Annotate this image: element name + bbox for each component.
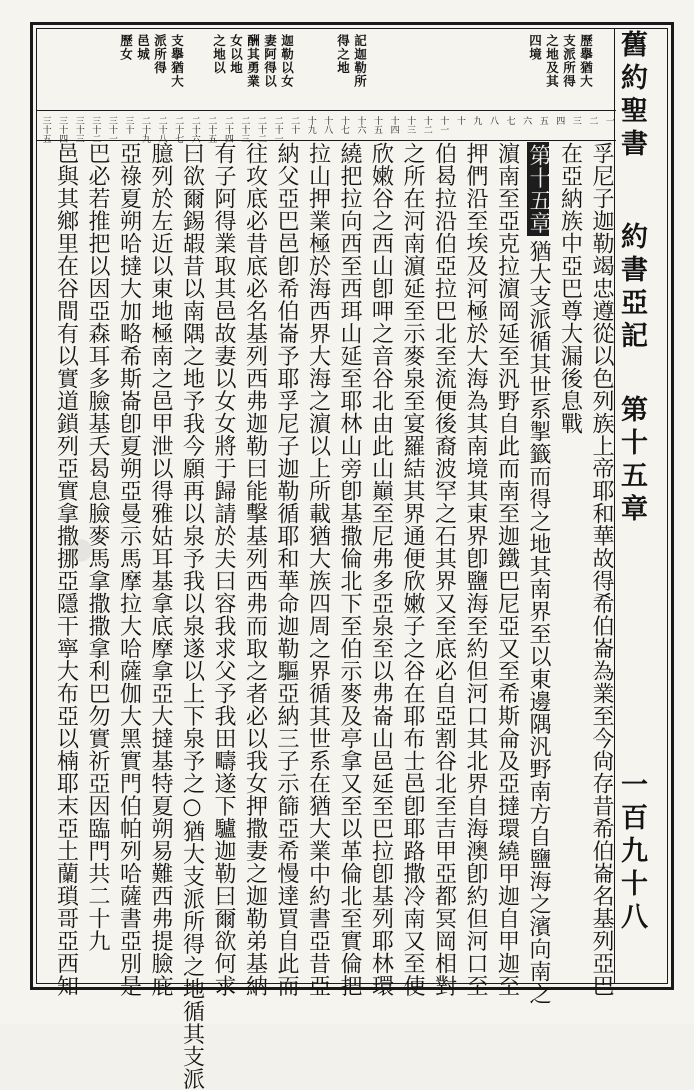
verse-number: 三十 xyxy=(123,116,134,134)
verse-number: 十九 xyxy=(305,116,316,134)
verse-number: 二十二 xyxy=(256,116,266,143)
verse-number: 三十二 xyxy=(90,116,101,143)
verse-number: 十三 xyxy=(405,116,416,134)
verse-number: 六 xyxy=(521,116,532,125)
verse-number: 二十一 xyxy=(272,116,283,143)
page-number: 一百九十八 xyxy=(616,770,647,935)
marginal-note-line: 記迦勒所 xyxy=(352,34,368,88)
text-column: 孚尼子迦勒竭忠遵從以色列族上帝耶和華故得希伯崙為業至今尙存昔希伯崙名基列亞巴 xyxy=(589,142,614,997)
marginal-note-line: 之地以 xyxy=(211,34,227,75)
text-column: 繞把拉向西至西珥山延至耶林山旁卽基撒倫北下至伯示麥及亭拿又至以革倫北至實倫把 xyxy=(337,142,362,997)
marginal-note-line: 派所得 xyxy=(152,34,168,75)
verse-number: 三十三 xyxy=(73,116,84,143)
verse-number: 十四 xyxy=(388,116,399,134)
chapter-number: 第十五章 xyxy=(616,395,647,527)
watermark: · xyxy=(29,478,133,623)
text-column: 邑與其鄉里在谷間有以實道鎖列亞實拿撒挪亞隱干寧大布亞以楠耶末亞土蘭瑣哥亞西知 xyxy=(53,142,79,997)
text-column: 拉山押業極於海西界大海之濵以上所載猶大族四周之界循其世系在猶大業中約書亞昔亞 xyxy=(305,142,331,997)
verse-number: 二十六 xyxy=(189,116,200,143)
verse-number: 十五 xyxy=(372,116,382,134)
verse-number: 二十三 xyxy=(239,116,250,143)
verse-number-band xyxy=(36,114,616,143)
marginal-note-line: 支擧猶大 xyxy=(169,34,185,88)
verse-number: 五 xyxy=(537,116,548,125)
running-title: 舊約聖書 xyxy=(616,30,647,162)
header-divider xyxy=(614,28,615,984)
verse-number: 七 xyxy=(504,116,515,125)
marginal-note-line: 得之地 xyxy=(335,34,351,75)
verse-number: 二十九 xyxy=(140,116,150,143)
verse-number: 二十四 xyxy=(222,116,233,143)
text-column: 有子阿得業取其邑故妻以女女將于歸請於夫曰容我求父予我田疇遂下驢迦勒曰爾欲何求 xyxy=(211,142,236,997)
marginal-notes-divider xyxy=(36,110,616,111)
marginal-note-group-2 xyxy=(320,34,420,106)
verse-number: 三十一 xyxy=(106,116,117,143)
text-column: 第十五章猶大支派循其世系掣籤而得之地其南界至以東邊隅汎野南方自鹽海之濱向南之 xyxy=(526,144,551,1005)
marginal-note-line: 酬其勇業 xyxy=(245,34,261,88)
text-column: 押們沿至埃及河極於大海為其南境其東界卽鹽海至約但河口其北界自海澳卽約但河口至 xyxy=(463,142,488,997)
verse-number: 二十五 xyxy=(206,116,217,143)
verse-number: 二十 xyxy=(289,116,300,134)
marginal-note-line: 女以地 xyxy=(228,34,244,75)
verse-number: 三 xyxy=(570,116,581,125)
verse-number: 八 xyxy=(488,116,498,125)
text-column: 亞祿夏朔哈撻大加略希斯崙卽夏朔亞曼示馬摩拉大哈薩伽大黑實門伯帕列哈薩書亞別是 xyxy=(116,142,142,997)
verse-number: 九 xyxy=(471,116,482,125)
verse-number: 二十七 xyxy=(173,116,184,143)
text-column: 欣嫩谷之西山卽呷之音谷北由此山巔至尼弗多亞泉至以弗崙山邑延至巴拉卽基列耶林環 xyxy=(368,142,394,997)
verse-number: 十六 xyxy=(355,116,366,134)
marginal-note-line: 歷女 xyxy=(118,34,134,61)
text-column: 巴必若推把以因亞森耳多臉基夭曷息臉麥馬拿撒撒拿利巴勿實祈亞因臨門共二十九 xyxy=(85,142,110,952)
marginal-note-line: 歷擧猶大 xyxy=(578,34,594,88)
verse-number: 十七 xyxy=(338,116,349,134)
text-column: 之所在河南濵延至示麥泉至宴羅結其界通便欣嫩子之谷在耶布士邑卽耶路撒冷南又至使 xyxy=(400,142,425,997)
text-column: 臆列於左近以東地極南之邑甲泄以得雅姑耳基拿底摩拿亞大撻基特夏朔易難西弗提臉庇 xyxy=(148,142,173,997)
verse-numbers-divider xyxy=(36,140,616,141)
text-column: 納父亞巴邑卽希伯崙予耶孚尼子迦勒循耶和華命迦勒驅亞納三子示篩亞希慢達買自此而 xyxy=(274,142,299,997)
verse-number: 十二 xyxy=(421,116,432,134)
text-column: 曰欲爾錫嘏昔以南隅之地予我今願再以泉予我以泉遂以上下泉予之○猶大支派所得之地循其支派 xyxy=(179,142,205,1090)
text-column: 濵南至亞克拉濵岡延至汎野自此而南至迦鐵巴尼亞又至希斯侖及亞撻環繞甲迦自甲迦至 xyxy=(494,142,520,997)
verse-number: 三十五 xyxy=(40,116,51,143)
marginal-note-line: 支派所得 xyxy=(561,34,577,88)
verse-number: 一 xyxy=(604,116,614,125)
marginal-note-group-3 xyxy=(196,34,296,106)
book-title: 約書亞記 xyxy=(616,222,647,354)
verse-number: 十一 xyxy=(438,116,449,134)
marginal-note-line: 之地及其 xyxy=(544,34,560,88)
verse-number: 二 xyxy=(587,116,598,125)
verse-number: 二十八 xyxy=(156,116,167,143)
verse-number: 四 xyxy=(554,116,565,125)
marginal-note-line: 妻阿得以 xyxy=(262,34,278,88)
text-column: 伯曷拉沿伯亞拉巴北至流便後裔波罕之石其界又至底必自亞割谷北至吉甲亞都冥岡相對 xyxy=(431,142,457,997)
marginal-note-line: 迦勒以女 xyxy=(279,34,295,88)
text-column: 往攻底必昔底必名基列西弗迦勒曰能擊基列西弗而取之者必以我女押撒妻之迦勒弟基納 xyxy=(242,142,268,997)
marginal-note-line: 邑城 xyxy=(135,34,151,61)
text-column: 在亞納族中亞巴尊大漏後息戰 xyxy=(557,142,583,435)
chapter-heading-box: 第十五章 xyxy=(526,144,551,234)
marginal-note-group-4 xyxy=(110,34,210,106)
marginal-note-group-1 xyxy=(495,34,595,106)
marginal-note-line: 四境 xyxy=(527,34,543,61)
verse-number: 十 xyxy=(454,116,465,125)
verse-number: 十八 xyxy=(322,116,333,134)
verse-number: 三十四 xyxy=(57,116,68,143)
